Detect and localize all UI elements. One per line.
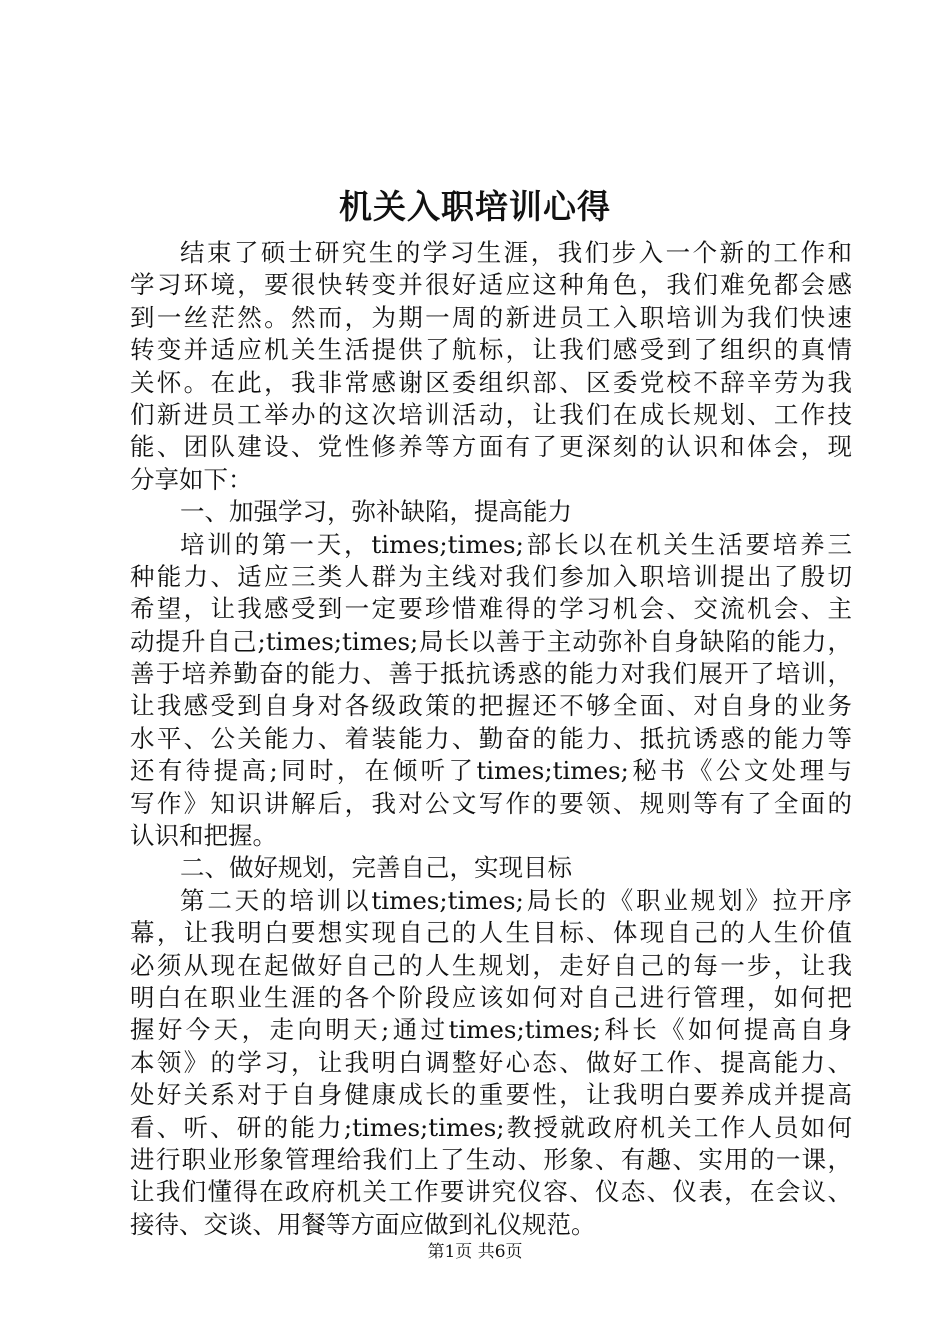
text-line: 本领》的学习，让我明白调整好心态、做好工作、提高能力、: [130, 1047, 852, 1077]
text-line: 让我们懂得在政府机关工作要讲究仪容、仪态、仪表，在会议、: [130, 1177, 852, 1207]
text-line: 善于培养勤奋的能力、善于抵抗诱惑的能力对我们展开了培训，: [130, 659, 852, 689]
text-line: 握好今天，走向明天;通过times;times;科长《如何提高自身: [130, 1015, 852, 1045]
text-line: 写作》知识讲解后，我对公文写作的要领、规则等有了全面的: [130, 788, 852, 818]
text-line: 处好关系对于自身健康成长的重要性，让我明白要养成并提高: [130, 1080, 852, 1110]
text-line: 看、听、研的能力;times;times;教授就政府机关工作人员如何: [130, 1112, 852, 1142]
text-line: 转变并适应机关生活提供了航标，让我们感受到了组织的真情: [130, 335, 852, 365]
text-line: 认识和把握。: [130, 821, 277, 851]
text-line: 能、团队建设、党性修养等方面有了更深刻的认识和体会，现: [130, 432, 852, 462]
text-line: 幕，让我明白要想实现自己的人生目标、体现自己的人生价值: [130, 918, 852, 948]
document-body: [130, 237, 852, 1241]
text-line: 水平、公关能力、着装能力、勤奋的能力、抵抗诱惑的能力等: [130, 723, 852, 753]
text-line: 关怀。在此，我非常感谢区委组织部、区委党校不辞辛劳为我: [130, 367, 852, 397]
text-line: 还有待提高;同时，在倾听了times;times;秘书《公文处理与: [130, 756, 852, 786]
text-line: 明白在职业生涯的各个阶段应该如何对自己进行管理，如何把: [130, 982, 852, 1012]
text-line: 让我感受到自身对各级政策的把握还不够全面、对自身的业务: [130, 691, 852, 721]
text-line: 分享如下：: [130, 464, 253, 494]
text-line: 到一丝茫然。然而，为期一周的新进员工入职培训为我们快速: [130, 302, 852, 332]
text-line: 进行职业形象管理给我们上了生动、形象、有趣、实用的一课，: [130, 1144, 852, 1174]
text-line: 结束了硕士研究生的学习生涯，我们步入一个新的工作和: [180, 238, 852, 267]
text-line: 希望，让我感受到一定要珍惜难得的学习机会、交流机会、主: [130, 594, 852, 624]
text-line: 接待、交谈、用餐等方面应做到礼仪规范。: [130, 1209, 596, 1239]
page-footer: 第1页 共6页: [427, 1242, 523, 1262]
text-line: 动提升自己;times;times;局长以善于主动弥补自身缺陷的能力，: [130, 626, 852, 656]
text-line: 种能力、适应三类人群为主线对我们参加入职培训提出了殷切: [130, 561, 852, 591]
text-line: 学习环境，要很快转变并很好适应这种角色，我们难免都会感: [130, 270, 852, 300]
text-line: 培训的第一天，times;times;部长以在机关生活要培养三: [180, 529, 852, 559]
section-heading-2: 二、做好规划，完善自己，实现目标: [180, 853, 572, 883]
text-line: 必须从现在起做好自己的人生规划，走好自己的每一步，让我: [130, 950, 852, 980]
text-line: 第二天的培训以times;times;局长的《职业规划》拉开序: [180, 885, 852, 915]
section-heading-1: 一、加强学习，弥补缺陷，提高能力: [180, 497, 572, 527]
document-title: 机关入职培训心得: [339, 187, 611, 226]
text-line: 们新进员工举办的这次培训活动，让我们在成长规划、工作技: [130, 399, 852, 429]
